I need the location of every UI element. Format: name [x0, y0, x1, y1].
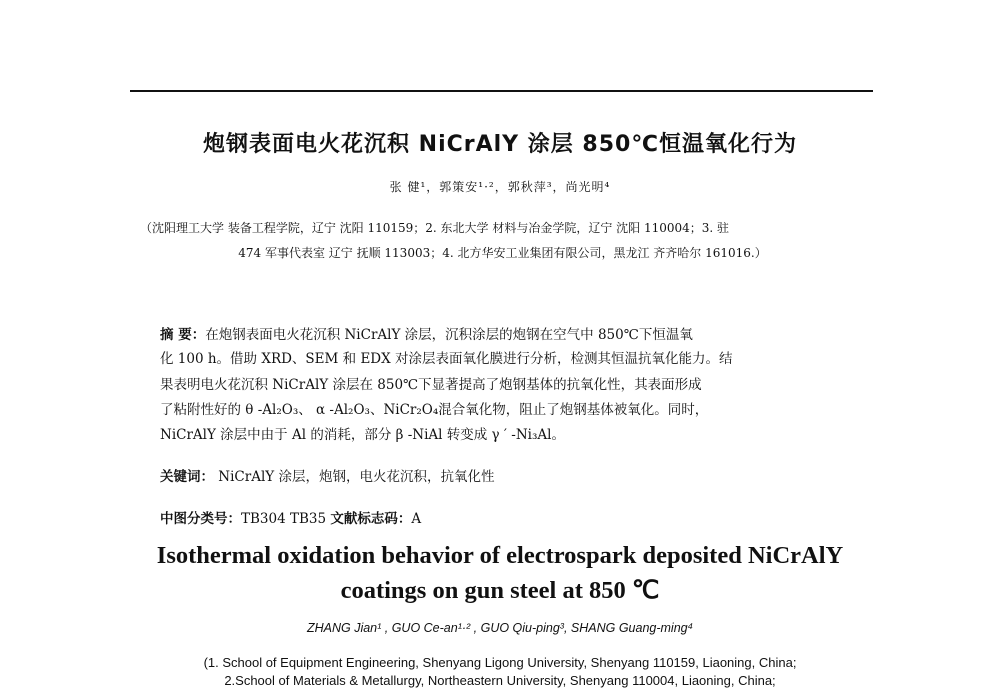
classification [160, 507, 421, 527]
clc-value: TB304 TB35 [241, 511, 327, 527]
abstract-text-1: 在炮钢表面电火花沉积 NiCrAlY 涂层，沉积涂层的炮钢在空气中 850℃下恒温氧 [205, 327, 693, 343]
chinese-authors: 张 健¹，郭策安¹·²，郭秋萍³，尚光明⁴ [389, 180, 611, 194]
keywords-label: 关键词： [160, 469, 214, 485]
clc-label: 中图分类号： [160, 511, 241, 527]
keywords [160, 465, 494, 485]
english-title-line-2: coatings on gun steel at 850 ℃ [340, 577, 660, 604]
keywords-text: NiCrAlY 涂层，炮钢，电火花沉积，抗氧化性 [218, 469, 495, 485]
doc-code-label: 文献标志码： [330, 511, 412, 527]
english-affiliation-line-2: 2.School of Materials & Metallurgy, Northeastern University, Shenyang 110004, Liaoning, China; [224, 673, 776, 688]
chinese-title: 炮钢表面电火花沉积 NiCrAlY 涂层 850℃恒温氧化行为 [203, 132, 797, 157]
english-title-line-1: Isothermal oxidation behavior of electrospark deposited NiCrAlY [156, 542, 844, 569]
abstract-line-2: 化 100 h。借助 XRD、SEM 和 EDX 对涂层表面氧化膜进行分析，检测其恒温抗氧化能力。结 [160, 351, 733, 367]
english-affiliation-line-1: (1. School of Equipment Engineering, Shenyang Ligong University, Shenyang 110159, Liaoning, China; [203, 655, 797, 670]
chinese-affiliation-line-2: 474 军事代表室 辽宁 抚顺 113003；4. 北方华安工业集团有限公司，黑龙江 齐齐哈尔 161016.） [238, 246, 767, 260]
abstract-line-3: 果表明电火花沉积 NiCrAlY 涂层在 850℃下显著提高了炮钢基体的抗氧化性，其表面形成 [160, 377, 702, 393]
abstract-line-4: 了粘附性好的 θ -Al₂O₃、 α -Al₂O₃、NiCr₂O₄混合氧化物，阻止了炮钢基体被氧化。同时， [160, 402, 709, 418]
doc-code-value: A [411, 511, 422, 527]
chinese-affiliation-line-1: （沈阳理工大学 装备工程学院，辽宁 沈阳 110159；2. 东北大学 材料与冶金学院，辽宁 沈阳 110004；3. 驻 [140, 221, 730, 235]
english-authors: ZHANG Jian¹ , GUO Ce-an¹·² , GUO Qiu-ping³, SHANG Guang-ming⁴ [306, 621, 694, 635]
abstract-line-1 [160, 323, 840, 343]
abstract-label: 摘 要： [160, 327, 206, 343]
abstract-line-5: NiCrAlY 涂层中由于 Al 的消耗，部分 β -NiAl 转变成 γ ′ -Ni₃Al。 [160, 427, 565, 443]
header-rule [130, 90, 873, 92]
